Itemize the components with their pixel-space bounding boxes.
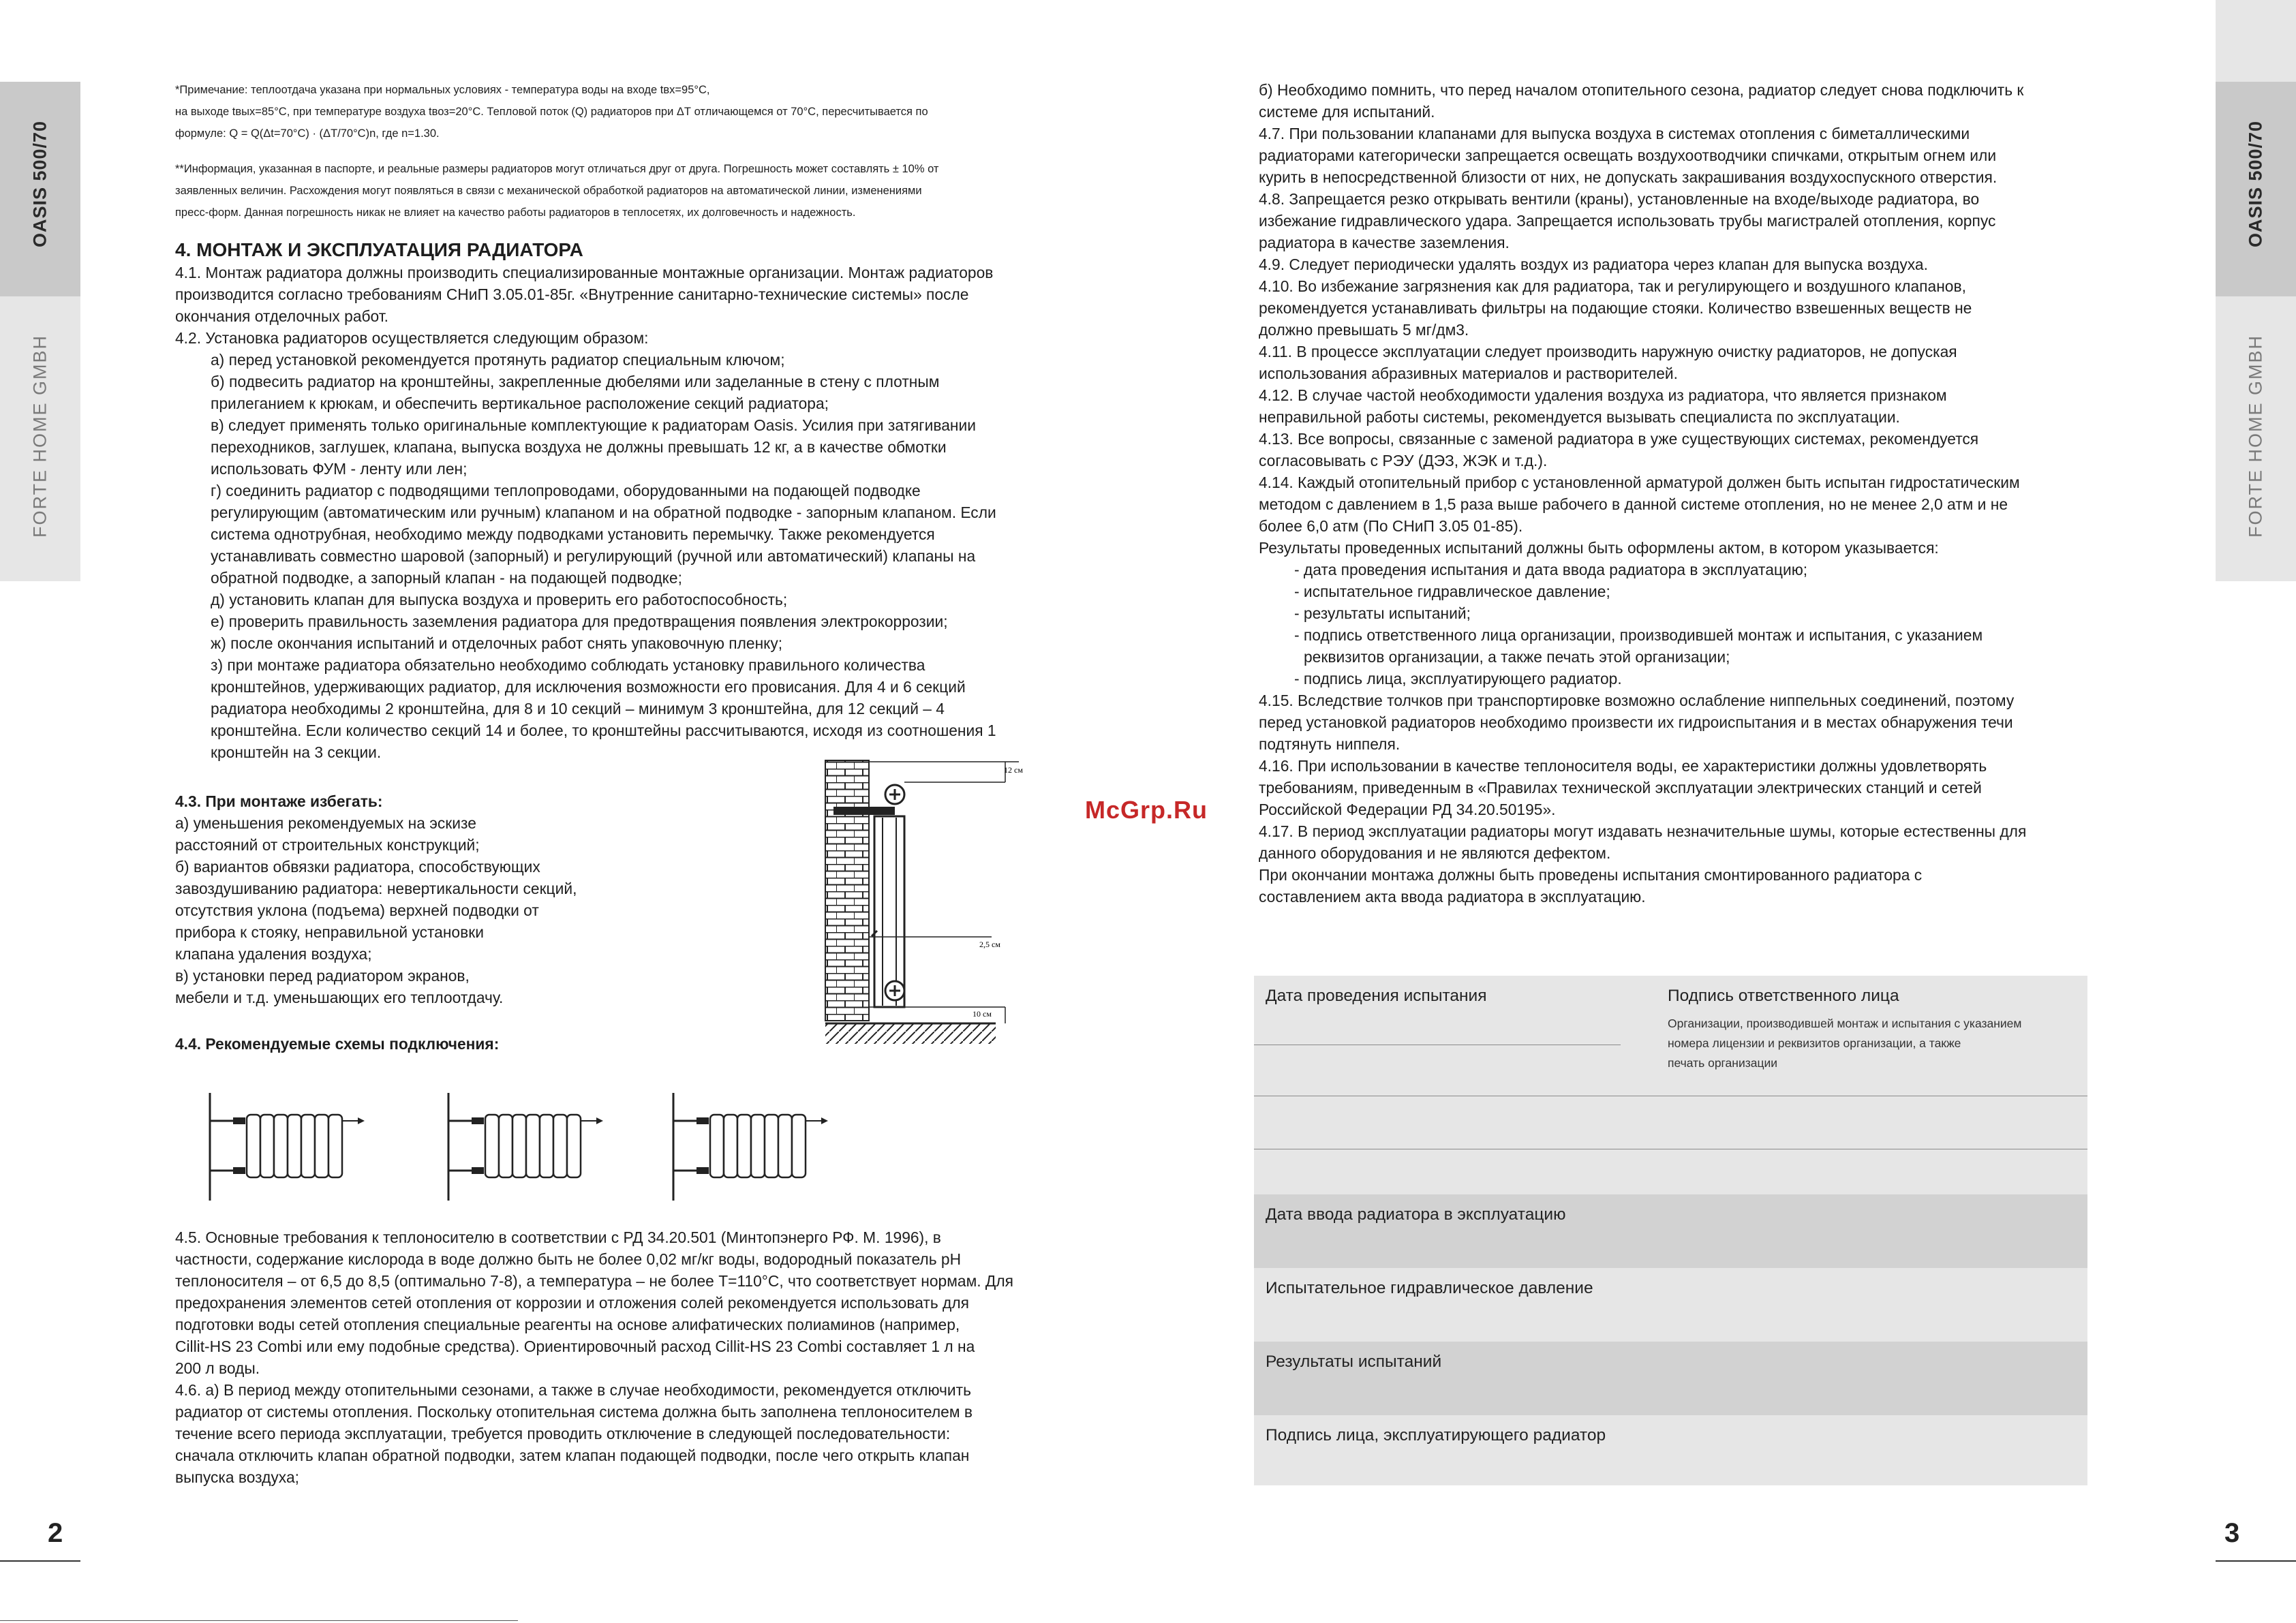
footnote-line: *Примечание: теплоотдача указана при нормальных условиях - температура воды на входе tвх=95°С, bbox=[175, 84, 710, 96]
paragraph-line: подготовки воды сетей отопления специальные реагенты на основе алифатических полиаминов (например, bbox=[175, 1316, 960, 1333]
paragraph-4-2-heading: 4.2. Установка радиаторов осуществляется следующим образом: bbox=[175, 329, 649, 347]
scheme-side bbox=[210, 1093, 365, 1201]
table-header-block bbox=[1254, 976, 2087, 1194]
paragraph-line: курить в непосредственной близости от них, не допускать закрашивания воздухоспускного отверстия. bbox=[1259, 168, 1997, 186]
footnote-line: **Информация, указанная в паспорте, и реальные размеры радиаторов могут отличаться друг от друга. Погрешность может составлять ± 10% от bbox=[175, 163, 939, 175]
list-item: - результаты испытаний; bbox=[1294, 604, 1471, 622]
left-side-brand: FORTE HOME GMBH bbox=[29, 334, 50, 538]
paragraph-line: перед установкой радиаторов необходимо произвести их гидроиспытания и в местах обнаружения течи bbox=[1259, 713, 2013, 731]
paragraph-line: в) установки перед радиатором экранов, bbox=[175, 967, 470, 985]
list-item: прилеганием к крюкам, и обеспечить вертикальное расположение секций радиатора; bbox=[211, 395, 829, 412]
right-side-brand: FORTE HOME GMBH bbox=[2245, 334, 2266, 538]
connection-schemes bbox=[204, 1090, 886, 1206]
bracket bbox=[833, 807, 895, 815]
footnote-tolerance bbox=[175, 158, 1095, 223]
paragraph-line: системе для испытаний. bbox=[1259, 103, 1435, 121]
table-row-test-pressure bbox=[1254, 1268, 2087, 1342]
paragraph-line: радиатора в качестве заземления. bbox=[1259, 234, 1510, 251]
paragraph-line: методом с давлением в 1,5 раза выше рабочего в данной системе отопления, но не менее 2,0 атм и не bbox=[1259, 495, 2008, 513]
paragraph-line: 4.15. Вследствие толчков при транспортировке возможно ослабление ниппельных соединений, поэтому bbox=[1259, 692, 2015, 709]
page-number-rule-left bbox=[0, 1560, 80, 1562]
list-item: система однотрубная, необходимо между подводками установить перемычку. Также рекомендуется bbox=[211, 525, 935, 543]
paragraph-4-1-line: 4.1. Монтаж радиатора должны производить специализированные монтажные организации. Монтаж радиаторов bbox=[175, 264, 994, 281]
paragraph-4-1-line: производится согласно требованиям СНиП 3.05.01-85г. «Внутренние санитарно-технические системы» после bbox=[175, 285, 969, 303]
paragraph-line: 4.13. Все вопросы, связанные с заменой радиатора в уже существующих системах, рекомендуется bbox=[1259, 430, 1979, 448]
paragraph-line: теплоносителя – от 6,5 до 8,5 (оптимально 7-8), а температура – не более Т=110°С, что соответствует нормам. Для bbox=[175, 1272, 1014, 1290]
list-item: в) следует применять только оригинальные комплектующие к радиаторам Oasis. Усилия при затягивании bbox=[211, 416, 976, 434]
list-item: е) проверить правильность заземления радиатора для предотвращения появления электрокоррозии; bbox=[211, 613, 948, 630]
paragraph-line: мебели и т.д. уменьшающих его теплоотдачу. bbox=[175, 989, 504, 1006]
paragraph-line: сначала отключить клапан обратной подводки, затем клапан подающей подводки, после чего открыть клапан bbox=[175, 1447, 970, 1464]
signature-note-line: печать организации bbox=[1668, 1056, 1778, 1070]
paragraph-line: радиаторами категорически запрещается освещать воздухоотводчики спичками, открытым огнем или bbox=[1259, 146, 1997, 164]
paragraph-line: 4.10. Во избежание загрязнения как для радиатора, так и регулирующего и воздушного клапанов, bbox=[1259, 277, 1966, 295]
paragraph-line: 4.8. Запрещается резко открывать вентили (краны), установленные на входе/выходе радиатора, во bbox=[1259, 190, 1980, 208]
paragraph-4-4-heading: 4.4. Рекомендуемые схемы подключения: bbox=[175, 1035, 500, 1053]
paragraph-line: требованиям, приведенным в «Правилах технической эксплуатации электрических станций и сетей bbox=[1259, 779, 1982, 797]
paragraph-4-5-4-6 bbox=[175, 1226, 1102, 1488]
list-item: з) при монтаже радиатора обязательно необходимо соблюдать установку правильного количества bbox=[211, 656, 925, 674]
list-item: - испытательное гидравлическое давление; bbox=[1294, 583, 1610, 600]
list-item: - подпись ответственного лица организации, производившей монтаж и испытания, с указанием bbox=[1294, 626, 1983, 644]
bottom-rule bbox=[0, 1620, 518, 1621]
paragraph-line: отсутствия уклона (подъема) верхней подводки от bbox=[175, 901, 539, 919]
paragraph-line: завоздушиванию радиатора: невертикальности секций, bbox=[175, 880, 577, 897]
paragraph-line: согласовывать с РЭУ (ДЭЗ, ЖЭК и т.д.). bbox=[1259, 452, 1548, 469]
scheme-diagonal bbox=[673, 1093, 828, 1201]
paragraph-line: 4.5. Основные требования к теплоносителю в соответствии с РД 34.20.501 (Минтопэнерго РФ. М. 1996), в bbox=[175, 1228, 941, 1246]
test-date-label: Дата проведения испытания bbox=[1266, 987, 1487, 1005]
paragraph-line: 4.14. Каждый отопительный прибор с установленной арматурой должен быть испытан гидростатическим bbox=[1259, 474, 2020, 491]
list-item: кронштейна. Если количество секций 14 и более, то кронштейны рассчитываются, исходя из соотношения 1 bbox=[211, 722, 996, 739]
radiator-side-view bbox=[874, 816, 904, 1007]
left-side-title: OASIS 500/70 bbox=[29, 120, 50, 248]
paragraph-line: б) Необходимо помнить, что перед началом отопительного сезона, радиатор следует снова подключить к bbox=[1259, 81, 2024, 99]
paragraph-line: а) уменьшения рекомендуемых на эскизе bbox=[175, 814, 476, 832]
page-number-rule-right bbox=[2216, 1560, 2296, 1562]
paragraph-line: данного оборудования и не являются дефектом. bbox=[1259, 844, 1611, 862]
signature-responsible-label: Подпись ответственного лица bbox=[1668, 987, 1899, 1005]
test-results-label: Результаты испытаний bbox=[1266, 1352, 1442, 1371]
paragraph-line: 4.11. В процессе эксплуатации следует производить наружную очистку радиаторов, не допуская bbox=[1259, 343, 1957, 360]
paragraph-line: прибора к стояку, неправильной установки bbox=[175, 923, 484, 941]
section-4-body bbox=[175, 238, 1102, 763]
footnote-line: на выходе tвых=85°С, при температуре воздуха tвоз=20°С. Тепловой поток (Q) радиаторов при ΔТ отличающемся от 70°С, пересчитывается по bbox=[175, 106, 928, 118]
dimension-bottom: 10 см bbox=[973, 1009, 992, 1019]
watermark: McGrp.Ru bbox=[1085, 796, 1208, 824]
list-item: реквизитов организации, а также печать этой организации; bbox=[1304, 648, 1730, 666]
right-page-body bbox=[1259, 79, 2131, 908]
paragraph-4-3-heading: 4.3. При монтаже избегать: bbox=[175, 792, 383, 810]
footnote-line: заявленных величин. Расхождения могут появляться в связи с механической обработкой радиаторов на автоматической линии, изменениями bbox=[175, 185, 922, 197]
list-item: а) перед установкой рекомендуется протянуть радиатор специальным ключом; bbox=[211, 351, 785, 369]
paragraph-line: более 6,0 атм (По СНиП 3.05 01-85). bbox=[1259, 517, 1523, 535]
paragraph-line: клапана удаления воздуха; bbox=[175, 945, 372, 963]
footnote-line: формуле: Q = Q(Δt=70°С) · (ΔT/70°С)n, где n=1.30. bbox=[175, 127, 440, 140]
operator-signature-label: Подпись лица, эксплуатирующего радиатор bbox=[1266, 1426, 1606, 1444]
signature-note-line: Организации, производившей монтаж и испытания с указанием bbox=[1668, 1017, 2022, 1030]
paragraph-line: 4.17. В период эксплуатации радиаторы могут издавать незначительные шумы, которые естественны для bbox=[1259, 822, 2027, 840]
paragraph-line: 4.7. При пользовании клапанами для выпуска воздуха в системах отопления с биметаллическими bbox=[1259, 125, 1970, 142]
footnote-temperature bbox=[175, 79, 1095, 144]
paragraph-line: предохранения элементов сетей отопления от коррозии и отложения солей рекомендуется использовать для bbox=[175, 1294, 969, 1312]
paragraph-line: Cillit-HS 23 Combi или ему подобные средства). Ориентировочный расход Cillit-HS 23 Combi составляет 1 л на bbox=[175, 1338, 975, 1355]
list-item: устанавливать совместно шаровой (запорный) и регулирующий (ручной или автоматический) клапаны на bbox=[211, 547, 976, 565]
paragraph-line: радиатор от системы отопления. Поскольку отопительная система должна быть заполнена теплоносителем в bbox=[175, 1403, 973, 1421]
brick-wall bbox=[825, 760, 869, 1021]
table-row-test-results bbox=[1254, 1342, 2087, 1415]
list-item: ж) после окончания испытаний и отделочных работ снять упаковочную пленку; bbox=[211, 634, 783, 652]
list-item: кронштейн на 3 секции. bbox=[211, 743, 382, 761]
paragraph-4-4 bbox=[175, 1033, 720, 1055]
signature-note-line: номера лицензии и реквизитов организации, а также bbox=[1668, 1036, 1961, 1050]
paragraph-line: выпуска воздуха; bbox=[175, 1468, 299, 1486]
footnote-line: пресс-форм. Данная погрешность никак не влияет на качество работы радиаторов в теплосетях, их долговечность и надежность. bbox=[175, 206, 856, 219]
dimension-top: 12 см bbox=[1004, 765, 1023, 775]
paragraph-4-1-line: окончания отделочных работ. bbox=[175, 307, 388, 325]
installation-diagram bbox=[801, 755, 1053, 1055]
paragraph-line: неправильной работы системы, рекомендуется вызывать специалиста по эксплуатации. bbox=[1259, 408, 1900, 426]
table-row-commission-date bbox=[1254, 1194, 2087, 1268]
paragraph-line: рекомендуется устанавливать фильтры на подающие стояки. Количество взвешенных веществ не bbox=[1259, 299, 1972, 317]
paragraph-4-3 bbox=[175, 790, 679, 1008]
paragraph-line: частности, содержание кислорода в воде должно быть не более 0,02 мг/кг воды, водородный показатель pH bbox=[175, 1250, 962, 1268]
paragraph-line: течение всего периода эксплуатации, требуется проводить отключение в следующей последовательности: bbox=[175, 1425, 951, 1442]
paragraph-line: 4.12. В случае частой необходимости удаления воздуха из радиатора, что является признаком bbox=[1259, 386, 1947, 404]
list-item: использовать ФУМ - ленту или лен; bbox=[211, 460, 468, 478]
right-side-title: OASIS 500/70 bbox=[2245, 120, 2266, 248]
list-item: кронштейнов, удерживающих радиатор, для исключения возможности его провисания. Для 4 и 6 секций bbox=[211, 678, 966, 696]
paragraph-line: 4.6. а) В период между отопительными сезонами, а также в случае необходимости, рекомендуется отключить bbox=[175, 1381, 971, 1399]
dimension-mid: 2,5 см bbox=[979, 940, 1000, 949]
paragraph-line: 4.16. При использовании в качестве теплоносителя воды, ее характеристики должны удовлетворять bbox=[1259, 757, 1987, 775]
paragraph-line: 4.9. Следует периодически удалять воздух из радиатора через клапан для выпуска воздуха. bbox=[1259, 256, 1928, 273]
table-row-operator-signature bbox=[1254, 1415, 2087, 1485]
paragraph-line: использования абразивных материалов и растворителей. bbox=[1259, 365, 1678, 382]
section-title: 4. МОНТАЖ И ЭКСПЛУАТАЦИЯ РАДИАТОРА bbox=[175, 239, 583, 260]
paragraph-line: Результаты проведенных испытаний должны быть оформлены актом, в котором указывается: bbox=[1259, 539, 1939, 557]
list-item: - дата проведения испытания и дата ввода радиатора в эксплуатацию; bbox=[1294, 561, 1808, 578]
right-band-top bbox=[2216, 0, 2296, 82]
report-contents-list bbox=[1259, 559, 2131, 690]
list-item: - подпись лица, эксплуатирующего радиатор. bbox=[1294, 670, 1622, 687]
commission-date-label: Дата ввода радиатора в эксплуатацию bbox=[1266, 1205, 1566, 1224]
paragraph-line: Российской Федерации РД 34.20.50195». bbox=[1259, 801, 1556, 818]
list-item: радиатора необходимы 2 кронштейна, для 8 и 10 секций – минимум 3 кронштейна, для 12 секций – 4 bbox=[211, 700, 945, 717]
list-item: д) установить клапан для выпуска воздуха и проверить его работоспособность; bbox=[211, 591, 788, 608]
paragraph-line: избежание гидравлического удара. Запрещается использовать трубы магистралей отопления, корпус bbox=[1259, 212, 1996, 230]
list-item: обратной подводке, а запорный клапан - на подающей подводке; bbox=[211, 569, 682, 587]
list-item: б) подвесить радиатор на кронштейны, закрепленные дюбелями или заделанные в стену с плотным bbox=[211, 373, 940, 390]
test-pressure-label: Испытательное гидравлическое давление bbox=[1266, 1279, 1593, 1297]
scheme-bottom bbox=[448, 1093, 603, 1201]
paragraph-line: подтянуть ниппеля. bbox=[1259, 735, 1400, 753]
paragraph-line: 200 л воды. bbox=[175, 1359, 260, 1377]
paragraph-line: б) вариантов обвязки радиатора, способствующих bbox=[175, 858, 540, 876]
floor-hatch bbox=[825, 1023, 996, 1044]
paragraph-line: При окончании монтажа должны быть проведены испытания смонтированного радиатора с bbox=[1259, 866, 1923, 884]
list-item: регулирующим (автоматическим или ручным) клапаном и на обратной подводке - запорным клапаном. Если bbox=[211, 504, 996, 521]
paragraph-line: расстояний от строительных конструкций; bbox=[175, 836, 480, 854]
paragraph-line: должно превышать 5 мг/дм3. bbox=[1259, 321, 1469, 339]
page-number-right: 3 bbox=[2224, 1518, 2240, 1548]
paragraph-line: составлением акта ввода радиатора в эксплуатацию. bbox=[1259, 888, 1646, 906]
signature-note bbox=[1668, 1014, 2021, 1073]
page-number-left: 2 bbox=[48, 1518, 63, 1548]
list-item: г) соединить радиатор с подводящими теплопроводами, оборудованными на подающей подводке bbox=[211, 482, 921, 499]
list-item: переходников, заглушек, клапана, выпуска воздуха не должны превышать 12 кг, а в качестве обмотки bbox=[211, 438, 947, 456]
paragraph-4-2-items bbox=[175, 349, 1102, 763]
